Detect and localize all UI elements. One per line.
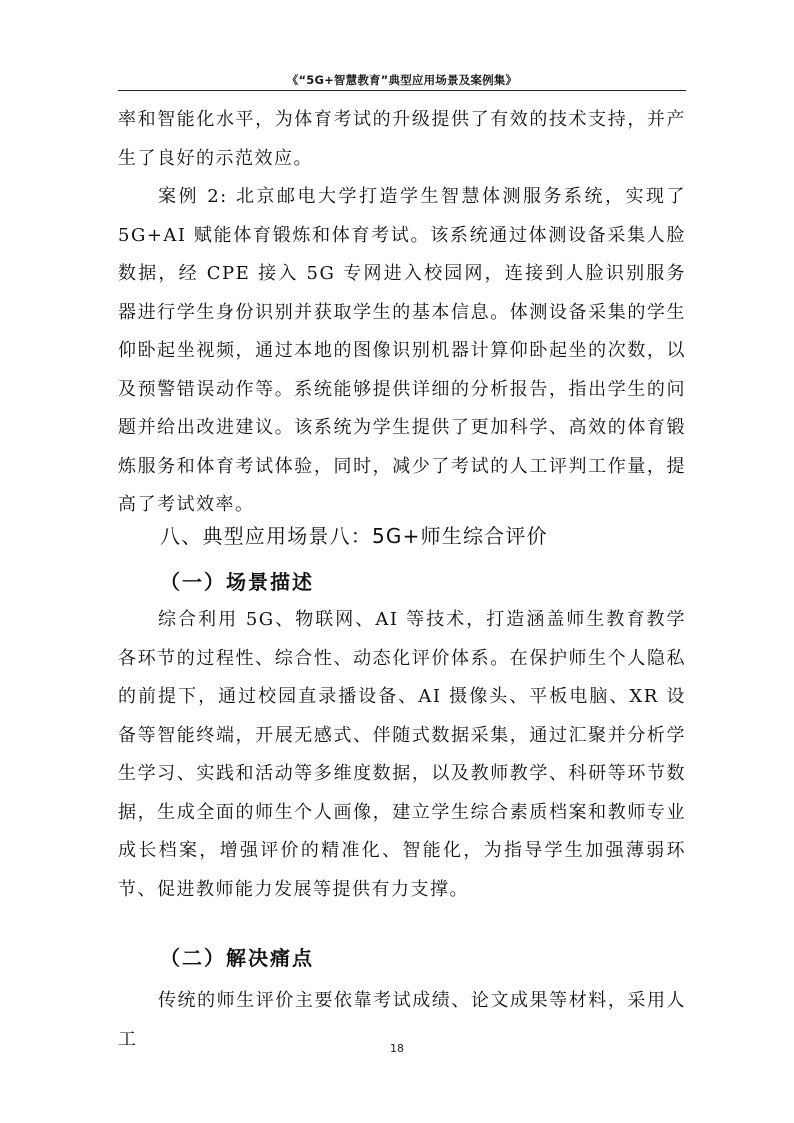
paragraph-case-2: 案例 2: 北京邮电大学打造学生智慧体测服务系统，实现了 5G+AI 赋能体育锻炼和体育考试。该系统通过体测设备采集人脸数据，经 CPE 接入 5G 专网进入校园网，连接到人脸识别服务器进行学生身份识别并获取学生的基本信息。体测设备采集的学生仰卧起坐视频，通过本地的图像识别机器计算仰卧起坐的次数，以及预警错误动作等。系统能够提供详细的分析报告，指出学生的问题并给出改进建议。该系统为学生提供了更加科学、高效的体育锻炼服务和体育考试体验，同时，减少了考试的人工评判工作量，提高了考试效率。 (118, 186, 686, 515)
paragraph-pain-points: 传统的师生评价主要依靠考试成绩、论文成果等材料，采用人工 (118, 990, 686, 1050)
running-header: 《“5G+智慧教育”典型应用场景及案例集》 (286, 73, 518, 87)
section-heading: 八、典型应用场景八：5G+师生综合评价 (160, 524, 548, 548)
subheading-pain-points: （二）解决痛点 (160, 946, 314, 970)
paragraph-continuation: 率和智能化水平，为体育考试的升级提供了有效的技术支持，并产生了良好的示范效应。 (118, 109, 686, 169)
paragraph-scene-description: 综合利用 5G、物联网、AI 等技术，打造涵盖师生教育教学各环节的过程性、综合性、动态化评价体系。在保护师生个人隐私的前提下，通过校园直录播设备、AI 摄像头、平板电脑、XR 设备等智能终端，开展无感式、伴随式数据采集，通过汇聚并分析学生学习、实践和活动等多维度数据，以及教师教学、科研等环节数据，生成全面的师生个人画像，建立学生综合素质档案和教师专业成长档案，增强评价的精准化、智能化，为指导学生加强薄弱环节、促进教师能力发展等提供有力支撑。 (118, 609, 686, 900)
header-rule (118, 90, 686, 91)
subheading-scene-description: （一）场景描述 (160, 570, 314, 594)
page-number: 18 (390, 1042, 404, 1055)
